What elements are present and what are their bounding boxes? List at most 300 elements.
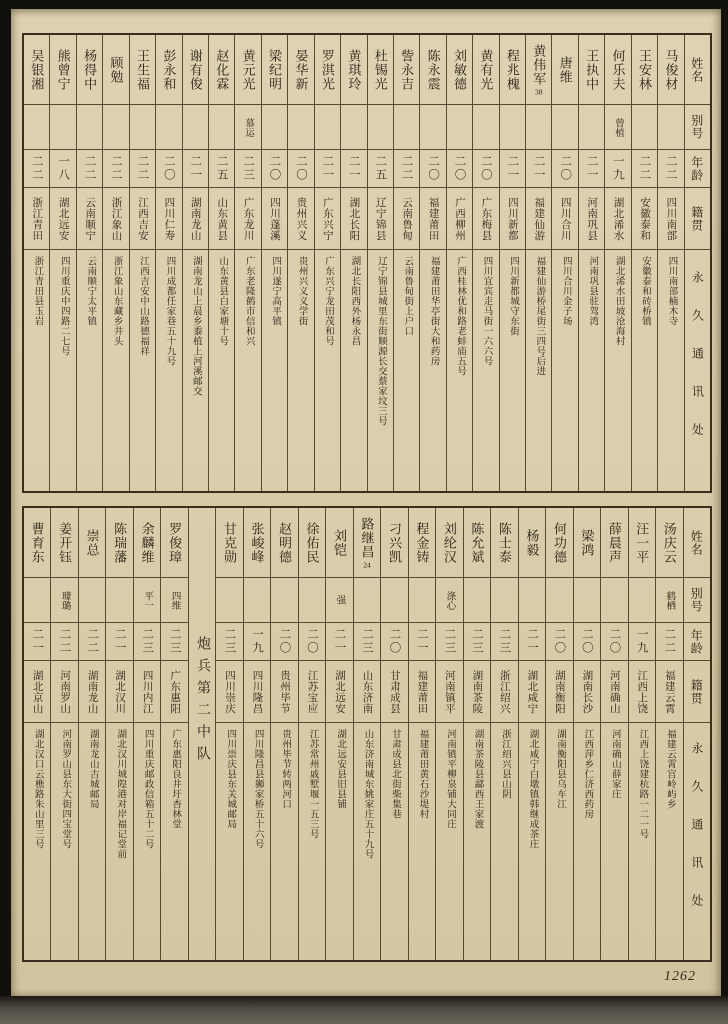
person-name-text: 黄琪玲	[346, 48, 362, 91]
person-address-text: 湖南龙山古城邮局	[87, 729, 98, 809]
person-name-text: 何乐夫	[610, 48, 626, 91]
person-origin-text: 四川蓬溪	[269, 196, 281, 241]
person-age	[24, 150, 49, 188]
person-address-text: 湖北汉口云樵路朱山里三号	[32, 729, 43, 849]
person-origin-text: 湖北远安	[333, 669, 345, 714]
person-name-text: 晏华新	[293, 48, 309, 91]
person-origin-text: 安徽泰和	[638, 196, 650, 241]
person-address	[244, 723, 270, 960]
person-column	[631, 35, 657, 491]
person-address-text: 湖南龙山上晨乡黍植上河溪邮交	[190, 256, 201, 396]
person-origin	[235, 188, 260, 250]
person-age-text: 二三	[242, 155, 255, 182]
person-column	[78, 508, 105, 960]
person-name-text: 余麟维	[139, 521, 155, 564]
person-column	[578, 35, 604, 491]
person-name	[473, 35, 498, 105]
person-origin-text: 湖南茶陵	[471, 669, 483, 714]
person-age-text: 二一	[189, 155, 202, 182]
person-column	[129, 35, 155, 491]
person-name	[156, 35, 181, 105]
person-origin	[341, 188, 366, 250]
person-column	[24, 508, 50, 960]
person-alias	[156, 105, 181, 150]
person-name	[579, 35, 604, 105]
person-origin-text: 四川隆昌	[251, 669, 263, 714]
person-origin	[183, 188, 208, 250]
name-note: 38	[535, 87, 543, 96]
person-origin-text: 辽宁锦县	[374, 196, 386, 241]
header-name-label	[684, 508, 710, 578]
person-age	[526, 150, 551, 188]
person-address-text: 江西萍乡仁济西药房	[582, 729, 593, 819]
person-age	[473, 150, 498, 188]
person-address	[368, 250, 393, 491]
person-address	[51, 723, 77, 960]
person-age	[629, 623, 655, 661]
person-age	[658, 150, 683, 188]
person-address-text: 贵州毕节转两河口	[280, 729, 291, 809]
person-age	[134, 623, 160, 661]
person-age-text: 二一	[525, 628, 538, 655]
person-alias	[216, 578, 242, 623]
person-alias	[103, 105, 128, 150]
person-age	[79, 623, 105, 661]
person-age-text: 二一	[31, 628, 44, 655]
person-age-text: 二一	[113, 628, 126, 655]
person-name-text: 陈瑞藩	[112, 521, 128, 564]
person-age	[77, 150, 102, 188]
person-age-text: 一九	[612, 155, 625, 182]
person-column	[419, 35, 445, 491]
person-origin-text: 江西吉安	[136, 196, 148, 241]
person-alias	[326, 578, 352, 623]
person-alias	[354, 578, 380, 623]
person-alias-text: 璩璐	[59, 590, 70, 610]
person-address-text: 浙江绍兴县山阴	[499, 729, 510, 799]
person-origin-text: 广东龙川	[242, 196, 254, 241]
person-name	[464, 508, 490, 578]
person-address	[130, 250, 155, 491]
person-name-text: 黄伟军	[531, 43, 547, 86]
person-origin-text: 湖南长沙	[581, 669, 593, 714]
person-column	[435, 508, 462, 960]
person-origin	[632, 188, 657, 250]
person-column	[499, 35, 525, 491]
person-origin-text: 四川内江	[141, 669, 153, 714]
person-origin	[50, 188, 75, 250]
person-origin-text: 湖北咸宁	[526, 669, 538, 714]
person-address-text: 河南确山薛家庄	[609, 729, 620, 799]
person-column	[50, 508, 77, 960]
person-name-text: 王生福	[134, 48, 150, 91]
person-address-text: 福建莆田黄石沙堤村	[417, 729, 428, 819]
person-column	[408, 508, 435, 960]
person-name-text: 吴银湘	[29, 48, 45, 91]
person-column	[155, 35, 181, 491]
person-alias-text: 涤心	[444, 590, 455, 610]
person-age	[579, 150, 604, 188]
person-name-text: 熊曾宁	[55, 48, 71, 91]
person-origin	[24, 661, 50, 723]
person-age	[51, 623, 77, 661]
person-column	[270, 508, 297, 960]
person-address	[209, 250, 234, 491]
person-address	[50, 250, 75, 491]
person-address	[103, 250, 128, 491]
person-address	[299, 723, 325, 960]
person-address-text: 湖北浠水田坡沧海村	[613, 256, 624, 346]
person-origin	[156, 188, 181, 250]
person-age	[381, 623, 407, 661]
person-age-text: 二〇	[278, 628, 291, 655]
unit-divider-column	[188, 508, 215, 960]
person-alias	[579, 105, 604, 150]
header-alias-text: 别号	[689, 587, 704, 613]
person-column	[463, 508, 490, 960]
person-age	[103, 150, 128, 188]
person-address	[464, 723, 490, 960]
person-alias	[271, 578, 297, 623]
person-address	[24, 723, 50, 960]
person-age	[409, 623, 435, 661]
person-address-text: 四川重庆中四路二七号	[58, 256, 69, 356]
person-age-text: 二二	[58, 628, 71, 655]
person-age-text: 二一	[321, 155, 334, 182]
person-name	[315, 35, 340, 105]
person-address	[161, 723, 187, 960]
person-origin-text: 湖南龙山	[86, 669, 98, 714]
person-alias	[447, 105, 472, 150]
person-origin-text: 湖南龙山	[189, 196, 201, 241]
person-name	[632, 35, 657, 105]
person-name-text: 薛晨声	[606, 521, 622, 564]
person-origin-text: 浙江绍兴	[498, 669, 510, 714]
person-alias	[632, 105, 657, 150]
person-name-text: 甘克勋	[222, 521, 238, 564]
person-age	[601, 623, 627, 661]
person-alias	[436, 578, 462, 623]
person-alias	[409, 578, 435, 623]
person-name	[209, 35, 234, 105]
person-age	[262, 150, 287, 188]
person-address-text: 广西桂林优和路老蚌庙五号	[455, 256, 466, 376]
person-name	[601, 508, 627, 578]
person-age-text: 二二	[136, 155, 149, 182]
person-column	[490, 508, 517, 960]
person-origin-text: 广东兴宁	[321, 196, 333, 241]
person-age-text: 二三	[470, 628, 483, 655]
header-origin-label	[684, 661, 710, 723]
person-origin	[420, 188, 445, 250]
person-name-text: 程兆槐	[504, 48, 520, 91]
person-name	[420, 35, 445, 105]
person-alias-text: 鹤栖	[664, 590, 675, 610]
person-name-text: 徐佑民	[304, 521, 320, 564]
person-address	[491, 723, 517, 960]
person-alias	[605, 105, 630, 150]
person-column	[24, 35, 49, 491]
person-age-text: 二二	[663, 628, 676, 655]
person-address	[77, 250, 102, 491]
person-age	[235, 150, 260, 188]
header-age-label	[684, 623, 710, 661]
person-column	[287, 35, 313, 491]
person-alias	[368, 105, 393, 150]
person-age-text: 二〇	[427, 155, 440, 182]
person-name	[354, 508, 380, 578]
person-column	[76, 35, 102, 491]
person-column	[208, 35, 234, 491]
person-origin-text: 福建莆田	[427, 196, 439, 241]
person-address	[526, 250, 551, 491]
person-address	[601, 723, 627, 960]
person-age-text: 二〇	[388, 628, 401, 655]
person-age	[288, 150, 313, 188]
header-age-text: 年龄	[689, 155, 704, 182]
person-origin	[315, 188, 340, 250]
person-origin	[574, 661, 600, 723]
person-age-text: 二三	[141, 628, 154, 655]
person-address	[341, 250, 366, 491]
person-address-text: 安徽泰和砖桥镇	[640, 256, 651, 326]
person-name	[552, 35, 577, 105]
person-origin-text: 福建仙游	[533, 196, 545, 241]
person-origin	[546, 661, 572, 723]
person-age	[299, 623, 325, 661]
person-age	[106, 623, 132, 661]
person-name-text: 谢有俊	[187, 48, 203, 91]
person-age-text: 二一	[506, 155, 519, 182]
person-address	[271, 723, 297, 960]
person-age	[50, 150, 75, 188]
person-age-text: 二〇	[479, 155, 492, 182]
person-alias	[77, 105, 102, 150]
person-origin-text: 河南确山	[608, 669, 620, 714]
person-age	[341, 150, 366, 188]
person-address	[381, 723, 407, 960]
person-name-text: 刘铠	[331, 528, 347, 557]
person-alias	[299, 578, 325, 623]
person-age-text: 二三	[498, 628, 511, 655]
person-column	[234, 35, 260, 491]
person-column	[182, 35, 208, 491]
header-address-label	[685, 250, 710, 491]
person-alias	[546, 578, 572, 623]
person-origin	[447, 188, 472, 250]
person-origin	[51, 661, 77, 723]
person-alias	[574, 578, 600, 623]
person-address-text: 四川合川金子场	[560, 256, 571, 326]
person-address-text: 四川宜宾走马街一六六号	[481, 256, 492, 366]
person-name	[368, 35, 393, 105]
person-alias	[24, 105, 49, 150]
person-address-text: 辽宁锦县城里东街顺源长交蔡家坟三号	[375, 256, 386, 426]
person-alias	[134, 578, 160, 623]
person-origin-text: 贵州兴义	[295, 196, 307, 241]
person-origin-text: 四川仁寿	[163, 196, 175, 241]
person-origin-text: 山东黄县	[216, 196, 228, 241]
scan-bottom-edge	[0, 996, 728, 1024]
person-origin	[326, 661, 352, 723]
person-age-text: 二五	[215, 155, 228, 182]
person-name-text: 赵化霖	[214, 48, 230, 91]
person-alias-text: 四维	[169, 590, 180, 610]
header-alias-label	[685, 105, 710, 150]
person-address-text: 四川隆昌县狮家桥五十六号	[252, 729, 263, 849]
person-name	[341, 35, 366, 105]
person-origin-text: 湖北京山	[31, 669, 43, 714]
person-address-text: 四川成都任家巷五十九号	[164, 256, 175, 366]
person-name	[161, 508, 187, 578]
header-age-text: 年龄	[689, 628, 704, 655]
person-address-text: 四川遂宁高平镇	[270, 256, 281, 326]
person-address	[629, 723, 655, 960]
person-column	[325, 508, 352, 960]
person-address	[315, 250, 340, 491]
person-column	[243, 508, 270, 960]
person-address-text: 江苏常州戚墅堰一五三号	[307, 729, 318, 839]
person-name-text: 梁鸿	[579, 528, 595, 557]
person-address	[235, 250, 260, 491]
person-address-text: 山东黄县白家塘十号	[217, 256, 228, 346]
person-alias	[235, 105, 260, 150]
person-age-text: 二二	[664, 155, 677, 182]
person-name-text: 杜锡光	[372, 48, 388, 91]
person-age	[546, 623, 572, 661]
person-origin	[288, 188, 313, 250]
person-origin	[134, 661, 160, 723]
person-age	[552, 150, 577, 188]
person-age-text: 二一	[532, 155, 545, 182]
person-name-text: 顾勉	[108, 55, 124, 84]
person-age-text: 二二	[86, 628, 99, 655]
person-origin	[409, 661, 435, 723]
roster-table-top	[22, 33, 712, 493]
person-origin	[271, 661, 297, 723]
person-origin-text: 云南鲁甸	[401, 196, 413, 241]
person-origin-text: 四川崇庆	[224, 669, 236, 714]
person-origin-text: 贵州毕节	[279, 669, 290, 714]
header-name-text: 姓名	[689, 529, 704, 556]
person-origin-text: 广东惠阳	[169, 669, 181, 714]
header-origin-text: 籍贯	[689, 205, 704, 232]
person-origin-text: 福建云霄	[663, 669, 675, 714]
person-name	[134, 508, 160, 578]
person-column	[215, 508, 242, 960]
person-age	[354, 623, 380, 661]
person-alias-text: 慕运	[243, 117, 254, 137]
person-alias	[381, 578, 407, 623]
person-address	[183, 250, 208, 491]
person-age	[24, 623, 50, 661]
person-alias	[526, 105, 551, 150]
person-address	[658, 250, 683, 491]
person-address	[579, 250, 604, 491]
person-origin-text: 四川新都	[506, 196, 518, 241]
header-origin-text: 籍贯	[689, 678, 704, 705]
person-address	[605, 250, 630, 491]
person-column	[655, 508, 682, 960]
person-name	[262, 35, 287, 105]
person-address	[156, 250, 181, 491]
person-age-text: 一九	[251, 628, 264, 655]
person-age	[326, 623, 352, 661]
person-address-text: 湖南茶陵县酃西王家渡	[472, 729, 483, 829]
person-name-text: 杨得中	[82, 48, 98, 91]
person-origin	[79, 661, 105, 723]
person-alias	[50, 105, 75, 150]
person-column	[525, 35, 551, 491]
person-origin-text: 江苏宝应	[306, 669, 318, 714]
person-age-text: 二〇	[268, 155, 281, 182]
roster-table-bottom	[22, 506, 712, 962]
person-name-text: 彭永和	[161, 48, 177, 91]
name-note: 24	[363, 560, 371, 569]
person-alias	[183, 105, 208, 150]
person-origin-text: 湖北远安	[57, 196, 69, 241]
person-origin-text: 河南罗山	[59, 669, 71, 714]
person-address-text: 湖北远安县旧县铺	[335, 729, 346, 809]
person-age	[368, 150, 393, 188]
person-name-text: 陈永震	[425, 48, 441, 91]
person-age-text: 二一	[415, 628, 428, 655]
person-name-text: 赵明德	[277, 521, 292, 564]
person-address	[134, 723, 160, 960]
person-origin	[526, 188, 551, 250]
person-name-text: 梁纪明	[267, 48, 283, 91]
person-column	[367, 35, 393, 491]
person-origin-text: 湖北长阳	[348, 196, 360, 241]
person-column	[472, 35, 498, 491]
person-age	[183, 150, 208, 188]
person-column	[380, 508, 407, 960]
person-name-text: 姜开钰	[57, 521, 73, 564]
person-alias	[473, 105, 498, 150]
person-column	[314, 35, 340, 491]
person-name	[491, 508, 517, 578]
person-origin	[601, 661, 627, 723]
person-alias-text: 强	[334, 595, 345, 605]
person-origin	[629, 661, 655, 723]
person-origin	[519, 661, 545, 723]
field-header-column	[684, 35, 710, 491]
person-origin	[106, 661, 132, 723]
person-name-text: 黄有光	[478, 48, 494, 91]
person-origin-text: 广东梅县	[480, 196, 492, 241]
person-age	[519, 623, 545, 661]
person-address	[394, 250, 419, 491]
person-name	[605, 35, 630, 105]
person-age	[500, 150, 525, 188]
person-alias-text: 曾植	[613, 117, 624, 137]
person-column	[604, 35, 630, 491]
person-age-text: 二三	[443, 628, 456, 655]
person-address	[106, 723, 132, 960]
person-name	[500, 35, 525, 105]
person-address	[546, 723, 572, 960]
person-address-text: 河南巩县驻驾湾	[587, 256, 598, 326]
person-age	[464, 623, 490, 661]
person-age	[161, 623, 187, 661]
person-column	[49, 35, 75, 491]
person-address	[500, 250, 525, 491]
person-origin	[552, 188, 577, 250]
person-address-text: 广东老隆鹤市信和兴	[243, 256, 254, 346]
person-origin	[77, 188, 102, 250]
person-age	[491, 623, 517, 661]
header-age-label	[685, 150, 710, 188]
